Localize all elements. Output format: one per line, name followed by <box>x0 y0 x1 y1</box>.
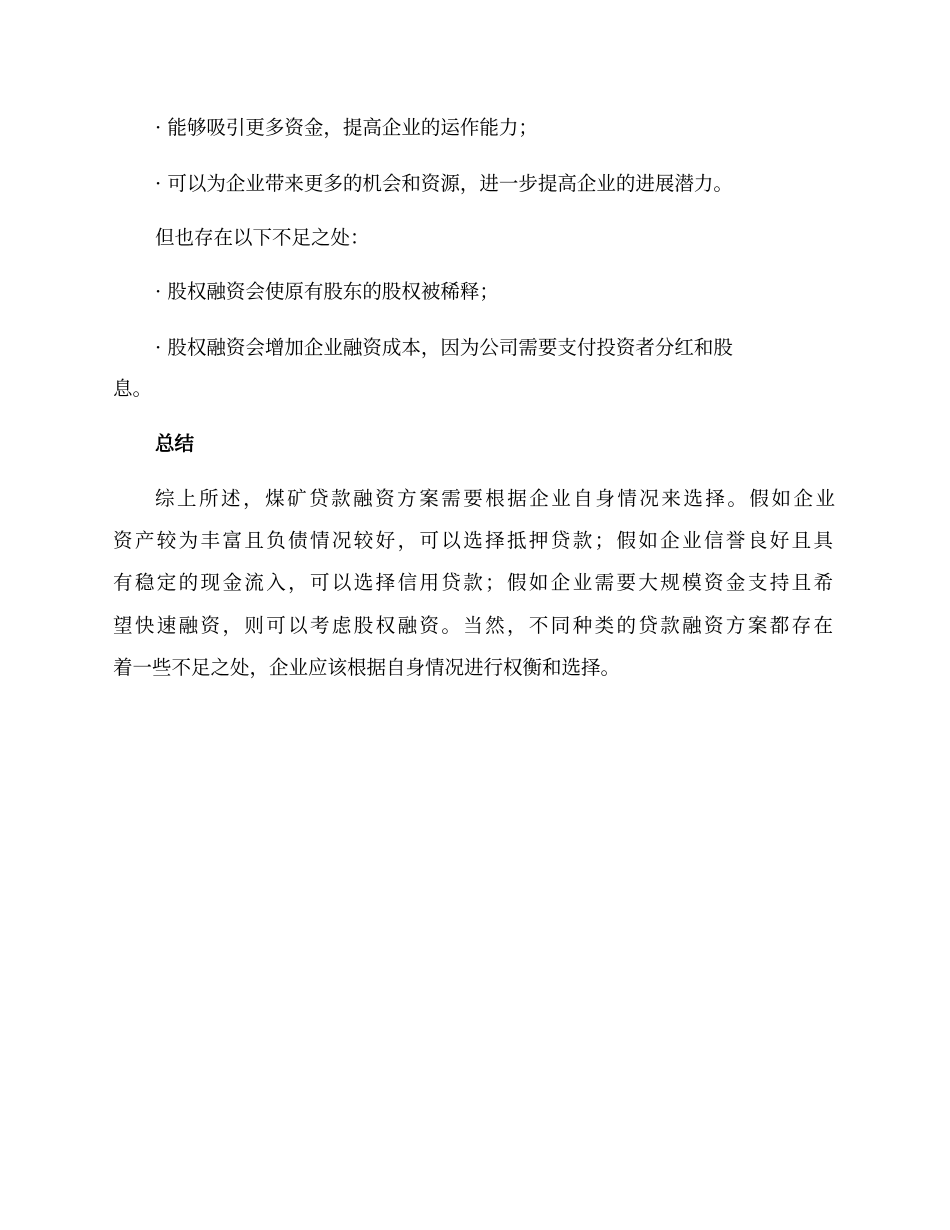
summary-line-5: 着一些不足之处，企业应该根据自身情况进行权衡和选择。 <box>113 656 621 679</box>
summary-heading: 总结 <box>155 432 195 455</box>
summary-line-3: 有稳定的现金流入，可以选择信用贷款；假如企业需要大规模资金支持且希 <box>113 571 833 594</box>
disadvantage-item-2-line-2: 息。 <box>113 377 153 400</box>
disadvantages-intro: 但也存在以下不足之处： <box>155 226 370 249</box>
disadvantage-item-2-line-1: · 股权融资会增加企业融资成本，因为公司需要支付投资者分红和股 <box>155 336 733 359</box>
disadvantage-item-1: · 股权融资会使原有股东的股权被稀释； <box>155 280 499 303</box>
summary-line-1: 综上所述，煤矿贷款融资方案需要根据企业自身情况来选择。假如企业 <box>155 487 835 510</box>
summary-line-4: 望快速融资，则可以考虑股权融资。当然，不同种类的贷款融资方案都存在 <box>113 614 833 637</box>
advantage-item-2: · 可以为企业带来更多的机会和资源，进一步提高企业的进展潜力。 <box>155 172 733 195</box>
summary-line-2: 资产较为丰富且负债情况较好，可以选择抵押贷款；假如企业信誉良好且具 <box>113 529 833 552</box>
advantage-item-1: · 能够吸引更多资金，提高企业的运作能力； <box>155 116 538 139</box>
